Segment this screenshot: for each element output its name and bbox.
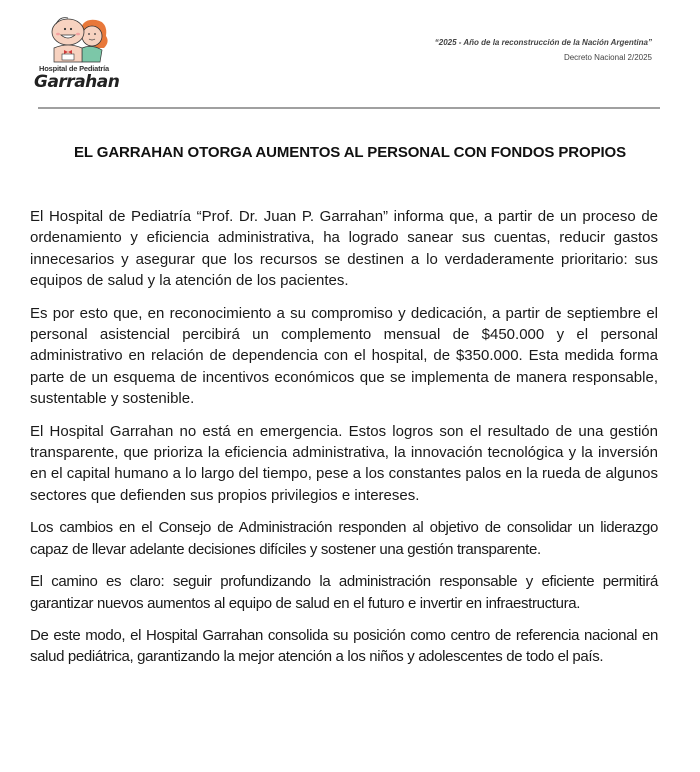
paragraph-2: Es por esto que, en reconocimiento a su compromiso y dedicación, a partir de septiembre el personal asistencial percibirá un complemento mensual de $450.000 y el personal administrativo en relación de dependencia con el hospital, de $350.000. Esta medida forma parte de un esquema de incentivos económicos que se implementa de manera responsable, sustentable y sostenible. — [30, 304, 658, 408]
document-body — [30, 206, 658, 679]
paragraph-4: Los cambios en el Consejo de Administración responden al objetivo de consolidar un liderazgo capaz de llevar adelante decisiones difíciles y sostener una gestión transparente. — [30, 519, 658, 558]
paragraph-1: El Hospital de Pediatría “Prof. Dr. Juan P. Garrahan” informa que, a partir de un proceso de ordenamiento y eficiencia administrativa, ha logrado sanear sus cuentas, reducir gastos innecesarios y asegurar que los recursos se destinen a lo verdaderamente prioritario: sus equipos de salud y la atención de los pacientes. — [30, 208, 658, 290]
header-divider — [38, 107, 660, 109]
document-title: EL GARRAHAN OTORGA AUMENTOS AL PERSONAL CON FONDOS PROPIOS — [73, 144, 627, 161]
logo-name: Garrahan — [34, 72, 120, 92]
logo-subtitle: Hospital de Pediatría — [39, 64, 109, 73]
year-motto: “2025 - Año de la reconstrucción de la Nación Argentina” — [434, 38, 652, 47]
decree-reference: Decreto Nacional 2/2025 — [563, 53, 652, 62]
children-logo-icon — [36, 12, 116, 64]
paragraph-3: El Hospital Garrahan no está en emergencia. Estos logros son el resultado de una gestión transparente, que prioriza la eficiencia administrativa, la innovación tecnológica y la inversión en el capital humano a lo largo del tiempo, pese a los constantes palos en la rueda de algunos sectores que defienden sus propios privilegios e intereses. — [30, 422, 658, 504]
paragraph-5: El camino es claro: seguir profundizando la administración responsable y eficiente permitirá garantizar nuevos aumentos al equipo de salud en el futuro e invertir en infraestructura. — [30, 573, 658, 612]
paragraph-6: De este modo, el Hospital Garrahan consolida su posición como centro de referencia nacional en salud pediátrica, garantizando la mejor atención a los niños y adolescentes de todo el país. — [30, 626, 658, 666]
